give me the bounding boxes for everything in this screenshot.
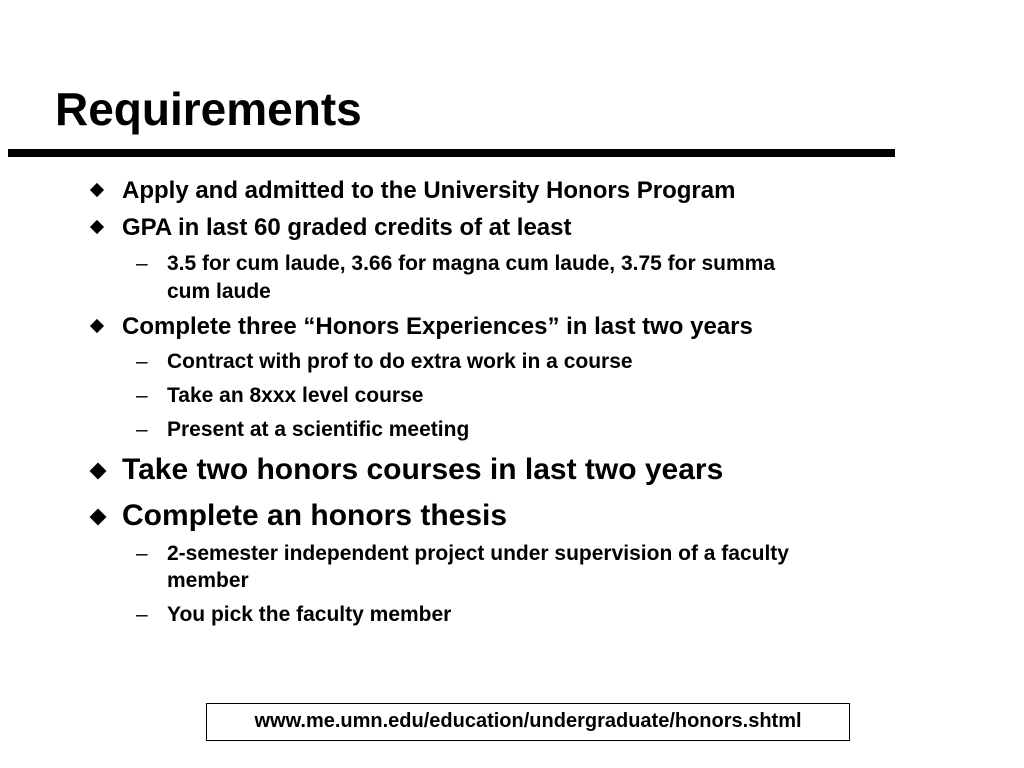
bullet-text: Complete an honors thesis (122, 499, 508, 532)
dash-bullet-icon: – (136, 418, 148, 441)
diamond-bullet-icon (90, 463, 107, 480)
sub-bullet-text: 3.5 for cum laude, 3.66 for magna cum laude, 3.75 for summa (167, 252, 776, 275)
sub-bullet-item (136, 540, 789, 568)
bullet-item (122, 453, 723, 487)
sub-bullet-continuation (167, 278, 271, 306)
sub-bullet-text: Take an 8xxx level course (167, 384, 424, 407)
sub-bullet-item (136, 250, 776, 278)
sub-bullet-item (136, 348, 633, 376)
bullet-text: Apply and admitted to the University Honors Program (122, 177, 736, 204)
sub-bullet-text: You pick the faculty member (167, 603, 452, 626)
sub-bullet-text: 2-semester independent project under supervision of a faculty (167, 542, 789, 565)
bullet-item (122, 214, 571, 242)
bullet-item (122, 499, 507, 533)
sub-bullet-item (136, 601, 452, 629)
dash-bullet-icon: – (136, 252, 148, 275)
sub-bullet-text: Present at a scientific meeting (167, 418, 470, 441)
sub-bullet-text: Contract with prof to do extra work in a course (167, 350, 633, 373)
sub-bullet-item (136, 382, 424, 410)
source-url-box: www.me.umn.edu/education/undergraduate/honors.shtml (206, 703, 850, 741)
diamond-bullet-icon (90, 183, 104, 197)
dash-bullet-icon: – (136, 350, 148, 373)
bullet-text: Complete three “Honors Experiences” in last two years (122, 313, 753, 340)
bullet-text: GPA in last 60 graded credits of at least (122, 214, 572, 241)
bullet-text: Take two honors courses in last two years (122, 453, 724, 486)
dash-bullet-icon: – (136, 384, 148, 407)
dash-bullet-icon: – (136, 542, 148, 565)
diamond-bullet-icon (90, 509, 107, 526)
sub-bullet-item (136, 416, 470, 444)
sub-bullet-text: member (167, 569, 249, 592)
bullet-item (122, 313, 753, 341)
diamond-bullet-icon (90, 220, 104, 234)
slide-title: Requirements (55, 83, 362, 135)
bullet-item (122, 177, 735, 205)
diamond-bullet-icon (90, 319, 104, 333)
sub-bullet-continuation (167, 567, 249, 595)
dash-bullet-icon: – (136, 603, 148, 626)
sub-bullet-text: cum laude (167, 280, 271, 303)
